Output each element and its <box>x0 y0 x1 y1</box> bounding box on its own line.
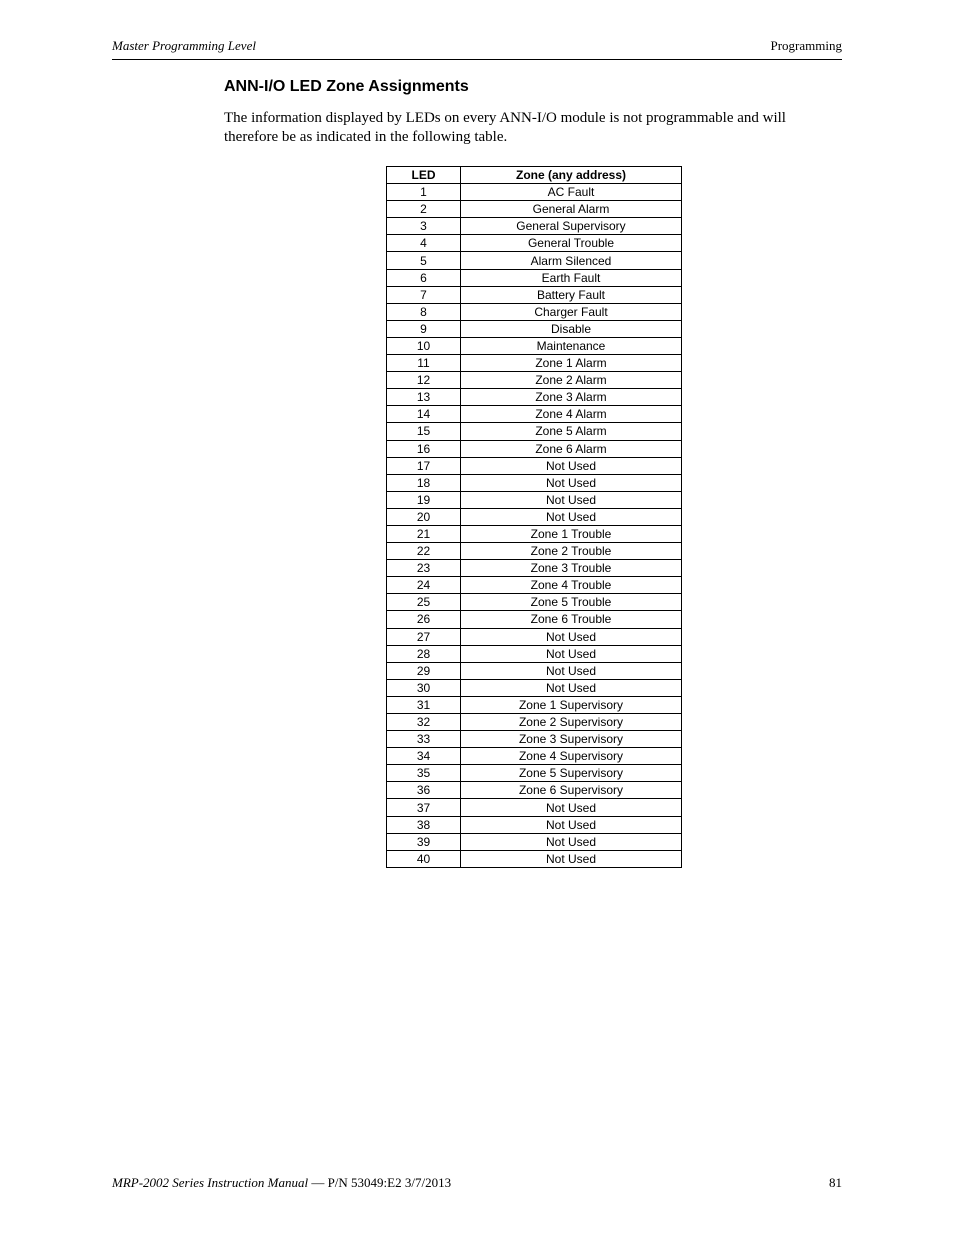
table-row <box>387 577 682 594</box>
zone-assignment-cell: General Supervisory <box>461 218 682 235</box>
zone-assignment-cell: Battery Fault <box>461 286 682 303</box>
header-divider <box>112 59 842 60</box>
led-number-cell: 32 <box>387 714 461 731</box>
zone-assignment-cell: Zone 3 Alarm <box>461 389 682 406</box>
table-row <box>387 525 682 542</box>
led-number-cell: 14 <box>387 406 461 423</box>
table-row <box>387 440 682 457</box>
led-number-cell: 3 <box>387 218 461 235</box>
led-number-cell: 10 <box>387 337 461 354</box>
zone-assignment-cell: Zone 5 Trouble <box>461 594 682 611</box>
table-row <box>387 731 682 748</box>
zone-assignment-cell: Not Used <box>461 491 682 508</box>
table-row <box>387 679 682 696</box>
led-number-cell: 36 <box>387 782 461 799</box>
zone-assignment-cell: Not Used <box>461 457 682 474</box>
zone-assignment-cell: Zone 3 Trouble <box>461 560 682 577</box>
led-zone-table <box>386 166 682 868</box>
led-number-cell: 20 <box>387 508 461 525</box>
column-header-zone: Zone (any address) <box>461 167 682 184</box>
table-row <box>387 816 682 833</box>
zone-assignment-cell: Not Used <box>461 679 682 696</box>
table-row <box>387 303 682 320</box>
table-row <box>387 269 682 286</box>
table-row <box>387 543 682 560</box>
led-number-cell: 11 <box>387 355 461 372</box>
page-number: 81 <box>829 1175 842 1190</box>
led-number-cell: 23 <box>387 560 461 577</box>
zone-assignment-cell: Maintenance <box>461 337 682 354</box>
zone-assignment-cell: Charger Fault <box>461 303 682 320</box>
zone-assignment-cell: Zone 3 Supervisory <box>461 731 682 748</box>
zone-assignment-cell: Earth Fault <box>461 269 682 286</box>
led-number-cell: 40 <box>387 850 461 867</box>
table-row <box>387 423 682 440</box>
table-header-row <box>387 167 682 184</box>
zone-assignment-cell: Zone 4 Supervisory <box>461 748 682 765</box>
led-number-cell: 4 <box>387 235 461 252</box>
zone-assignment-cell: Not Used <box>461 474 682 491</box>
led-number-cell: 13 <box>387 389 461 406</box>
zone-assignment-cell: General Trouble <box>461 235 682 252</box>
table-row <box>387 235 682 252</box>
table-row <box>387 799 682 816</box>
table-row <box>387 611 682 628</box>
led-number-cell: 12 <box>387 372 461 389</box>
table-row <box>387 406 682 423</box>
zone-assignment-cell: Alarm Silenced <box>461 252 682 269</box>
table-row <box>387 628 682 645</box>
table-row <box>387 714 682 731</box>
zone-assignment-cell: AC Fault <box>461 184 682 201</box>
table-row <box>387 320 682 337</box>
zone-assignment-cell: Not Used <box>461 799 682 816</box>
table-row <box>387 645 682 662</box>
led-number-cell: 6 <box>387 269 461 286</box>
led-number-cell: 15 <box>387 423 461 440</box>
led-number-cell: 31 <box>387 696 461 713</box>
table-row <box>387 372 682 389</box>
zone-assignment-cell: Zone 6 Supervisory <box>461 782 682 799</box>
led-number-cell: 26 <box>387 611 461 628</box>
zone-assignment-cell: Not Used <box>461 628 682 645</box>
column-header-led: LED <box>387 167 461 184</box>
running-header-section: Master Programming Level <box>112 38 256 53</box>
table-row <box>387 748 682 765</box>
table-row <box>387 389 682 406</box>
footer-part-info: — P/N 53049:E2 3/7/2013 <box>308 1175 452 1190</box>
table-row <box>387 833 682 850</box>
led-number-cell: 30 <box>387 679 461 696</box>
zone-assignment-cell: Not Used <box>461 850 682 867</box>
table-row <box>387 286 682 303</box>
led-number-cell: 1 <box>387 184 461 201</box>
zone-assignment-cell: Zone 5 Alarm <box>461 423 682 440</box>
zone-assignment-cell: Zone 2 Supervisory <box>461 714 682 731</box>
led-number-cell: 38 <box>387 816 461 833</box>
zone-assignment-cell: Zone 1 Trouble <box>461 525 682 542</box>
zone-assignment-cell: Not Used <box>461 662 682 679</box>
led-number-cell: 25 <box>387 594 461 611</box>
table-row <box>387 491 682 508</box>
zone-assignment-cell: Disable <box>461 320 682 337</box>
footer-manual-info <box>112 1175 451 1191</box>
led-number-cell: 27 <box>387 628 461 645</box>
table-row <box>387 560 682 577</box>
intro-paragraph: The information displayed by LEDs on every ANN-I/O module is not programmable and will therefore be as indicated in the following table. <box>224 110 786 145</box>
table-row <box>387 765 682 782</box>
zone-assignment-cell: Zone 2 Alarm <box>461 372 682 389</box>
led-number-cell: 17 <box>387 457 461 474</box>
zone-assignment-cell: Zone 6 Trouble <box>461 611 682 628</box>
led-number-cell: 5 <box>387 252 461 269</box>
zone-assignment-cell: Not Used <box>461 816 682 833</box>
zone-assignment-cell: Zone 2 Trouble <box>461 543 682 560</box>
led-number-cell: 37 <box>387 799 461 816</box>
led-number-cell: 33 <box>387 731 461 748</box>
table-row <box>387 508 682 525</box>
table-row <box>387 184 682 201</box>
zone-assignment-cell: Zone 1 Supervisory <box>461 696 682 713</box>
led-number-cell: 35 <box>387 765 461 782</box>
zone-assignment-cell: Zone 4 Alarm <box>461 406 682 423</box>
led-number-cell: 9 <box>387 320 461 337</box>
table-row <box>387 696 682 713</box>
zone-assignment-cell: Not Used <box>461 645 682 662</box>
running-header-chapter: Programming <box>770 38 842 53</box>
led-number-cell: 39 <box>387 833 461 850</box>
led-number-cell: 16 <box>387 440 461 457</box>
led-number-cell: 29 <box>387 662 461 679</box>
table-row <box>387 201 682 218</box>
zone-assignment-cell: Zone 5 Supervisory <box>461 765 682 782</box>
led-number-cell: 28 <box>387 645 461 662</box>
table-row <box>387 218 682 235</box>
footer-manual-title: MRP-2002 Series Instruction Manual <box>112 1175 309 1190</box>
table-row <box>387 662 682 679</box>
table-row <box>387 850 682 867</box>
zone-assignment-cell: Zone 4 Trouble <box>461 577 682 594</box>
zone-assignment-cell: Not Used <box>461 833 682 850</box>
zone-assignment-cell: Zone 1 Alarm <box>461 355 682 372</box>
led-number-cell: 19 <box>387 491 461 508</box>
table-row <box>387 337 682 354</box>
led-number-cell: 18 <box>387 474 461 491</box>
section-title: ANN-I/O LED Zone Assignments <box>224 78 469 95</box>
table-row <box>387 355 682 372</box>
table-row <box>387 594 682 611</box>
led-number-cell: 8 <box>387 303 461 320</box>
table-row <box>387 474 682 491</box>
led-number-cell: 21 <box>387 525 461 542</box>
led-number-cell: 2 <box>387 201 461 218</box>
table-row <box>387 782 682 799</box>
led-number-cell: 7 <box>387 286 461 303</box>
zone-assignment-cell: General Alarm <box>461 201 682 218</box>
table-row <box>387 457 682 474</box>
led-number-cell: 24 <box>387 577 461 594</box>
table-body <box>387 184 682 868</box>
table-row <box>387 252 682 269</box>
zone-assignment-cell: Not Used <box>461 508 682 525</box>
zone-assignment-cell: Zone 6 Alarm <box>461 440 682 457</box>
led-number-cell: 34 <box>387 748 461 765</box>
led-number-cell: 22 <box>387 543 461 560</box>
